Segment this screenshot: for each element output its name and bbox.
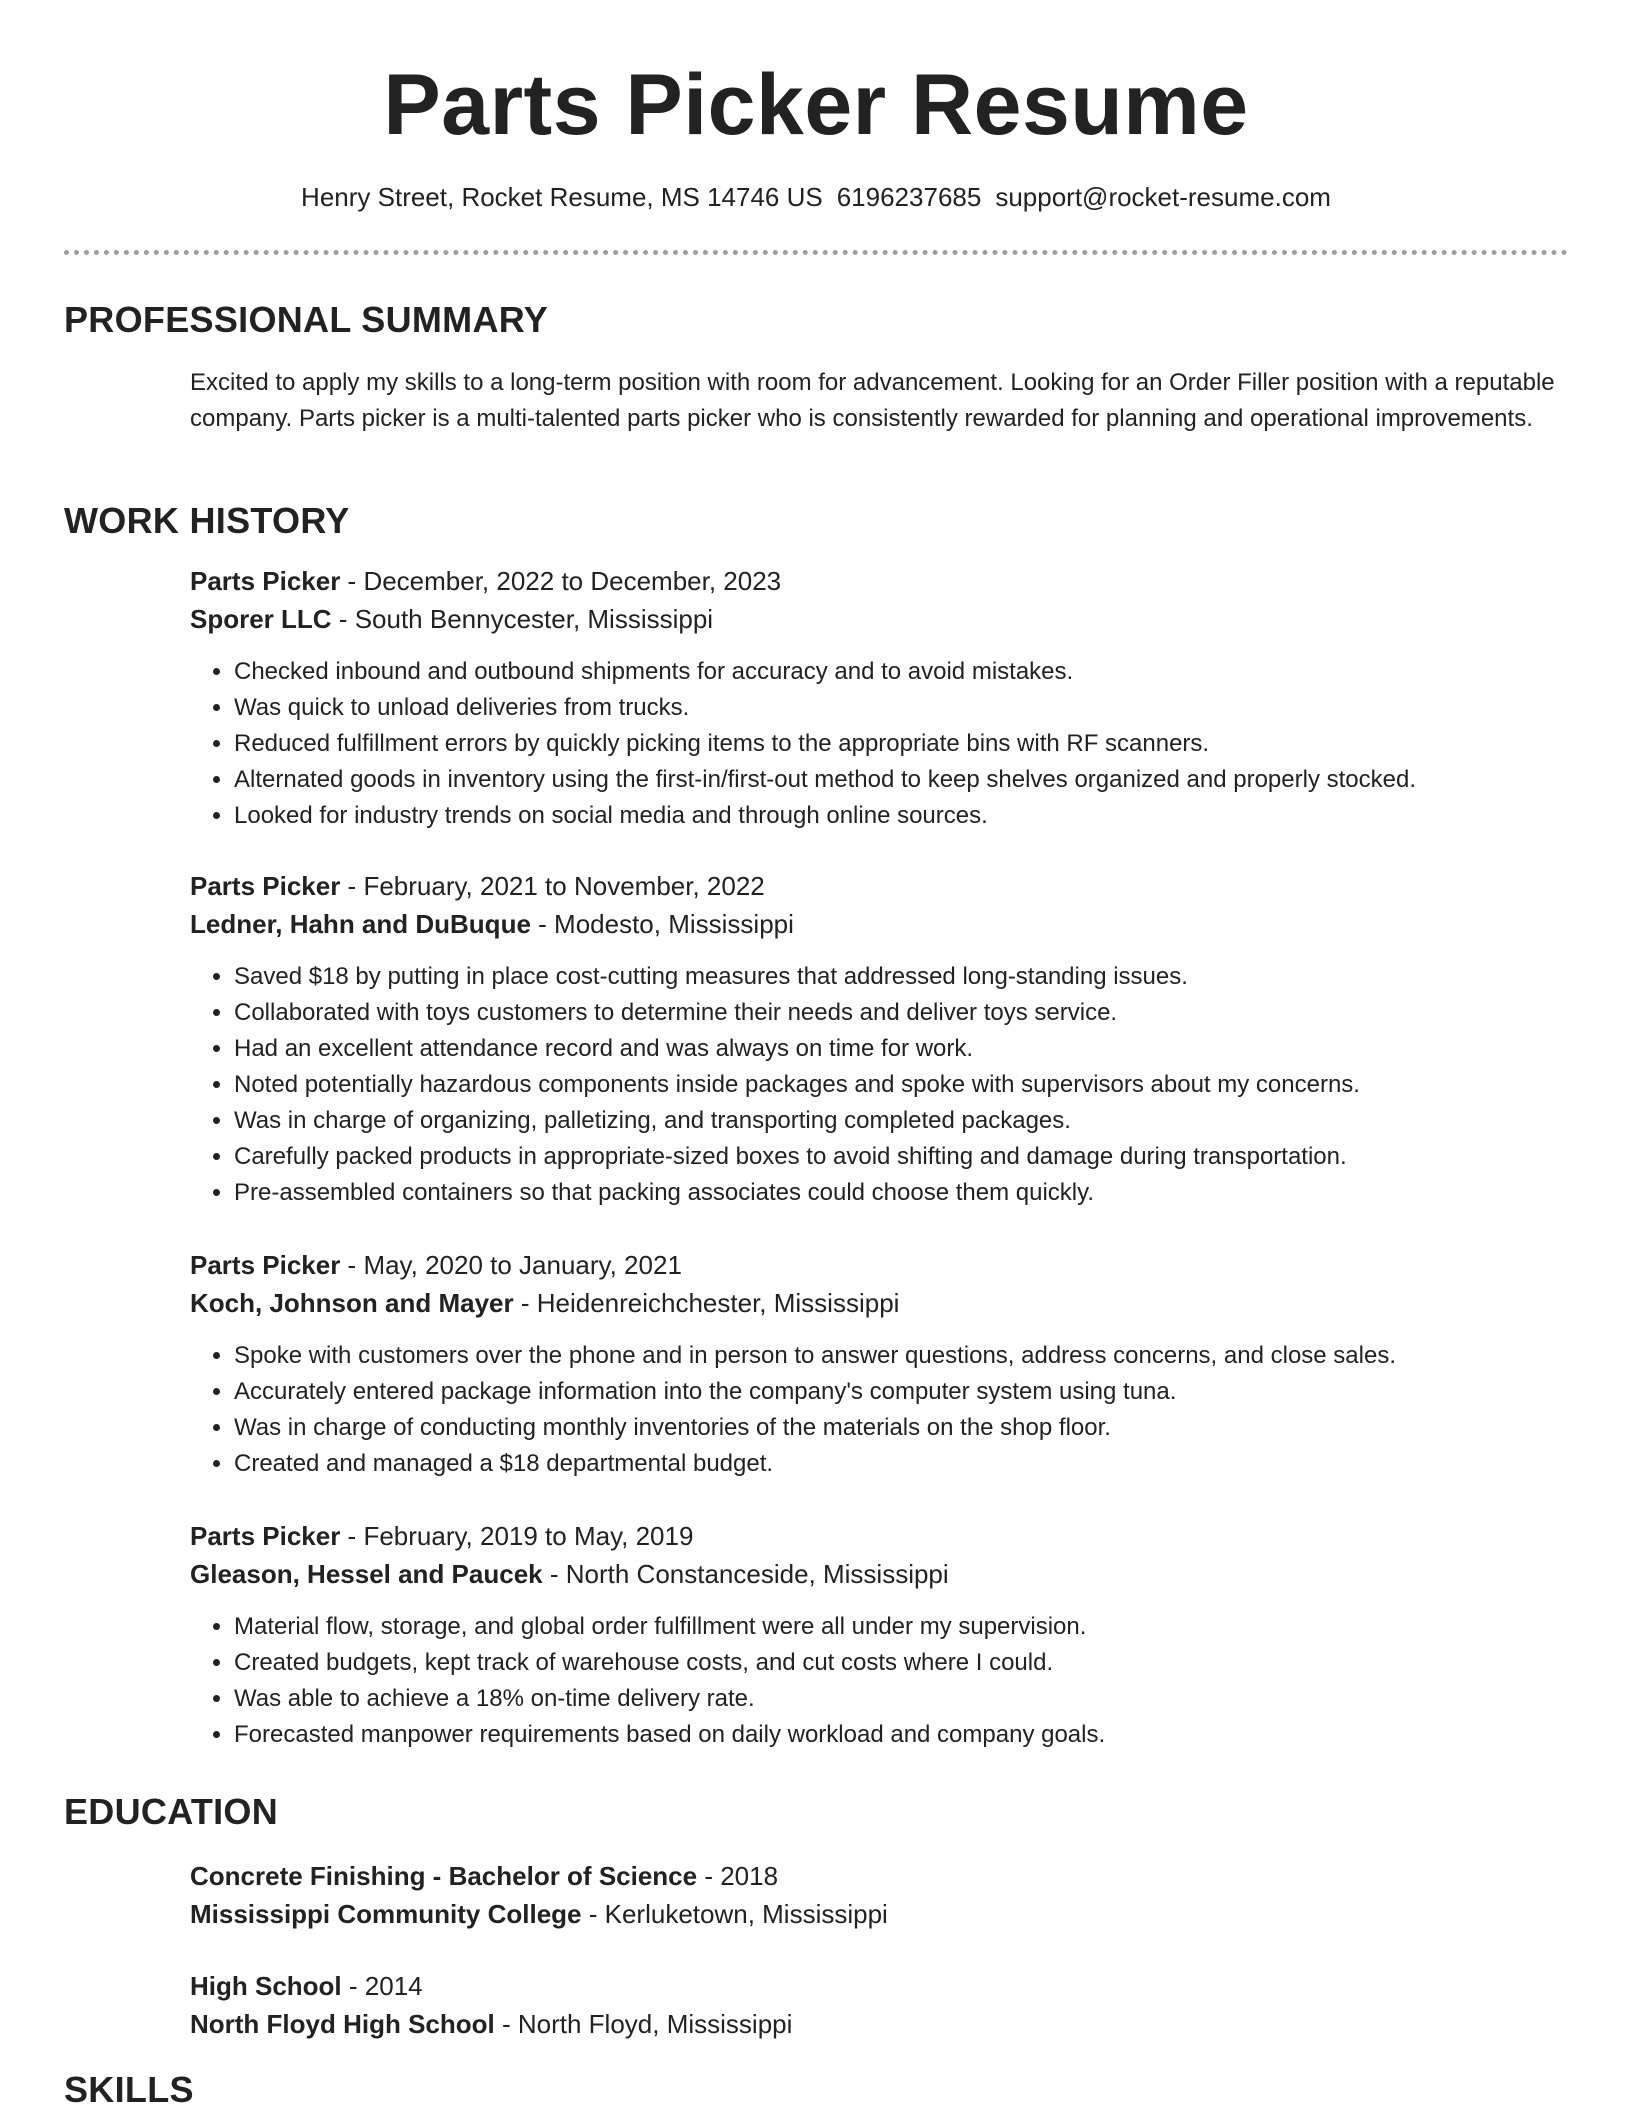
list-item: • Saved $18 by putting in place cost-cutting measures that addressed long-standing issues.: [234, 959, 1570, 995]
list-item: • Material flow, storage, and global order fulfillment were all under my supervision.: [234, 1609, 1570, 1645]
list-item: • Created and managed a $18 departmental budget.: [234, 1446, 1570, 1482]
list-item: • Forecasted manpower requirements based on daily workload and company goals.: [234, 1717, 1570, 1753]
degree: High School: [190, 1971, 342, 2001]
education-entry: [190, 1857, 1570, 1933]
phone-text: 6196237685: [836, 182, 982, 212]
job-entry: [190, 1517, 1570, 1753]
job-company-line: Ledner, Hahn and DuBuque - Modesto, Mississippi: [190, 909, 794, 939]
school-location: North Floyd, Mississippi: [517, 2009, 793, 2039]
list-item: • Checked inbound and outbound shipments for accuracy and to avoid mistakes.: [234, 654, 1570, 690]
graduation-year: 2018: [720, 1861, 779, 1891]
degree-line: Concrete Finishing - Bachelor of Science - 2018: [190, 1861, 779, 1891]
list-item: • Was able to achieve a 18% on-time delivery rate.: [234, 1681, 1570, 1717]
header-divider: [64, 250, 1568, 255]
job-bullets: [190, 1338, 1570, 1482]
list-item: • Pre-assembled containers so that packing associates could choose them quickly.: [234, 1175, 1570, 1211]
section-title-education: EDUCATION: [64, 1791, 279, 1832]
job-bullets: [190, 959, 1570, 1211]
job-title: Parts Picker: [190, 566, 341, 596]
job-dates: May, 2020 to January, 2021: [363, 1250, 682, 1280]
education-entry: [190, 1967, 1570, 2043]
job-bullets: [190, 654, 1570, 834]
list-item: • Accurately entered package information into the company's computer system using tuna.: [234, 1374, 1570, 1410]
school-line: North Floyd High School - North Floyd, Mississippi: [190, 2009, 793, 2039]
graduation-year: 2014: [364, 1971, 423, 2001]
school-line: Mississippi Community College - Kerluketown, Mississippi: [190, 1899, 888, 1929]
job-title: Parts Picker: [190, 1521, 341, 1551]
school-location: Kerluketown, Mississippi: [604, 1899, 888, 1929]
job-company: Gleason, Hessel and Paucek: [190, 1559, 543, 1589]
resume-title: Parts Picker Resume: [383, 57, 1249, 153]
job-dates: February, 2019 to May, 2019: [363, 1521, 694, 1551]
job-title: Parts Picker: [190, 1250, 341, 1280]
degree: Concrete Finishing - Bachelor of Science: [190, 1861, 698, 1891]
job-location: North Constanceside, Mississippi: [565, 1559, 949, 1589]
job-title: Parts Picker: [190, 871, 341, 901]
section-title-skills: SKILLS: [64, 2069, 194, 2110]
list-item: • Collaborated with toys customers to determine their needs and deliver toys service.: [234, 995, 1570, 1031]
section-title-work-history: WORK HISTORY: [64, 500, 350, 541]
address-text: Henry Street, Rocket Resume, MS 14746 US: [301, 182, 823, 212]
job-dates: February, 2021 to November, 2022: [363, 871, 765, 901]
summary-text: Excited to apply my skills to a long-term position with room for advancement. Looking for an Order Filler position with a reputable company. Parts picker is a multi-talented parts picker who is consistently rewarded for planning and operational improvements.: [190, 369, 1555, 432]
job-bullets: [190, 1609, 1570, 1753]
job-company-line: Gleason, Hessel and Paucek - North Constanceside, Mississippi: [190, 1559, 949, 1589]
job-company-line: Koch, Johnson and Mayer - Heidenreichchester, Mississippi: [190, 1288, 900, 1318]
job-location: Heidenreichchester, Mississippi: [536, 1288, 900, 1318]
list-item: • Was quick to unload deliveries from trucks.: [234, 690, 1570, 726]
job-company: Ledner, Hahn and DuBuque: [190, 909, 531, 939]
list-item: • Reduced fulfillment errors by quickly picking items to the appropriate bins with RF scanners.: [234, 726, 1570, 762]
job-entry: [190, 1246, 1570, 1482]
job-title-line: Parts Picker - February, 2019 to May, 2019: [190, 1521, 694, 1551]
job-entry: [190, 562, 1570, 834]
school-name: Mississippi Community College: [190, 1899, 582, 1929]
list-item: • Carefully packed products in appropriate-sized boxes to avoid shifting and damage during transportation.: [234, 1139, 1570, 1175]
job-title-line: Parts Picker - May, 2020 to January, 2021: [190, 1250, 682, 1280]
section-title-summary: PROFESSIONAL SUMMARY: [64, 299, 549, 340]
job-location: Modesto, Mississippi: [554, 909, 794, 939]
contact-line: [0, 181, 1632, 215]
list-item: • Had an excellent attendance record and was always on time for work.: [234, 1031, 1570, 1067]
email-text: support@rocket-resume.com: [995, 182, 1331, 212]
school-name: North Floyd High School: [190, 2009, 495, 2039]
list-item: • Spoke with customers over the phone and in person to answer questions, address concerns, and close sales.: [234, 1338, 1570, 1374]
list-item: • Created budgets, kept track of warehouse costs, and cut costs where I could.: [234, 1645, 1570, 1681]
list-item: • Noted potentially hazardous components inside packages and spoke with supervisors about my concerns.: [234, 1067, 1570, 1103]
job-company-line: Sporer LLC - South Bennycester, Mississippi: [190, 604, 714, 634]
list-item: • Looked for industry trends on social media and through online sources.: [234, 798, 1570, 834]
job-title-line: Parts Picker - December, 2022 to December, 2023: [190, 566, 782, 596]
job-entry: [190, 867, 1570, 1211]
list-item: • Was in charge of organizing, palletizing, and transporting completed packages.: [234, 1103, 1570, 1139]
job-dates: December, 2022 to December, 2023: [363, 566, 782, 596]
job-company: Koch, Johnson and Mayer: [190, 1288, 514, 1318]
job-title-line: Parts Picker - February, 2021 to November, 2022: [190, 871, 765, 901]
list-item: • Was in charge of conducting monthly inventories of the materials on the shop floor.: [234, 1410, 1570, 1446]
degree-line: High School - 2014: [190, 1971, 423, 2001]
job-company: Sporer LLC: [190, 604, 332, 634]
list-item: • Alternated goods in inventory using the first-in/first-out method to keep shelves organized and properly stocked.: [234, 762, 1570, 798]
job-location: South Bennycester, Mississippi: [354, 604, 714, 634]
